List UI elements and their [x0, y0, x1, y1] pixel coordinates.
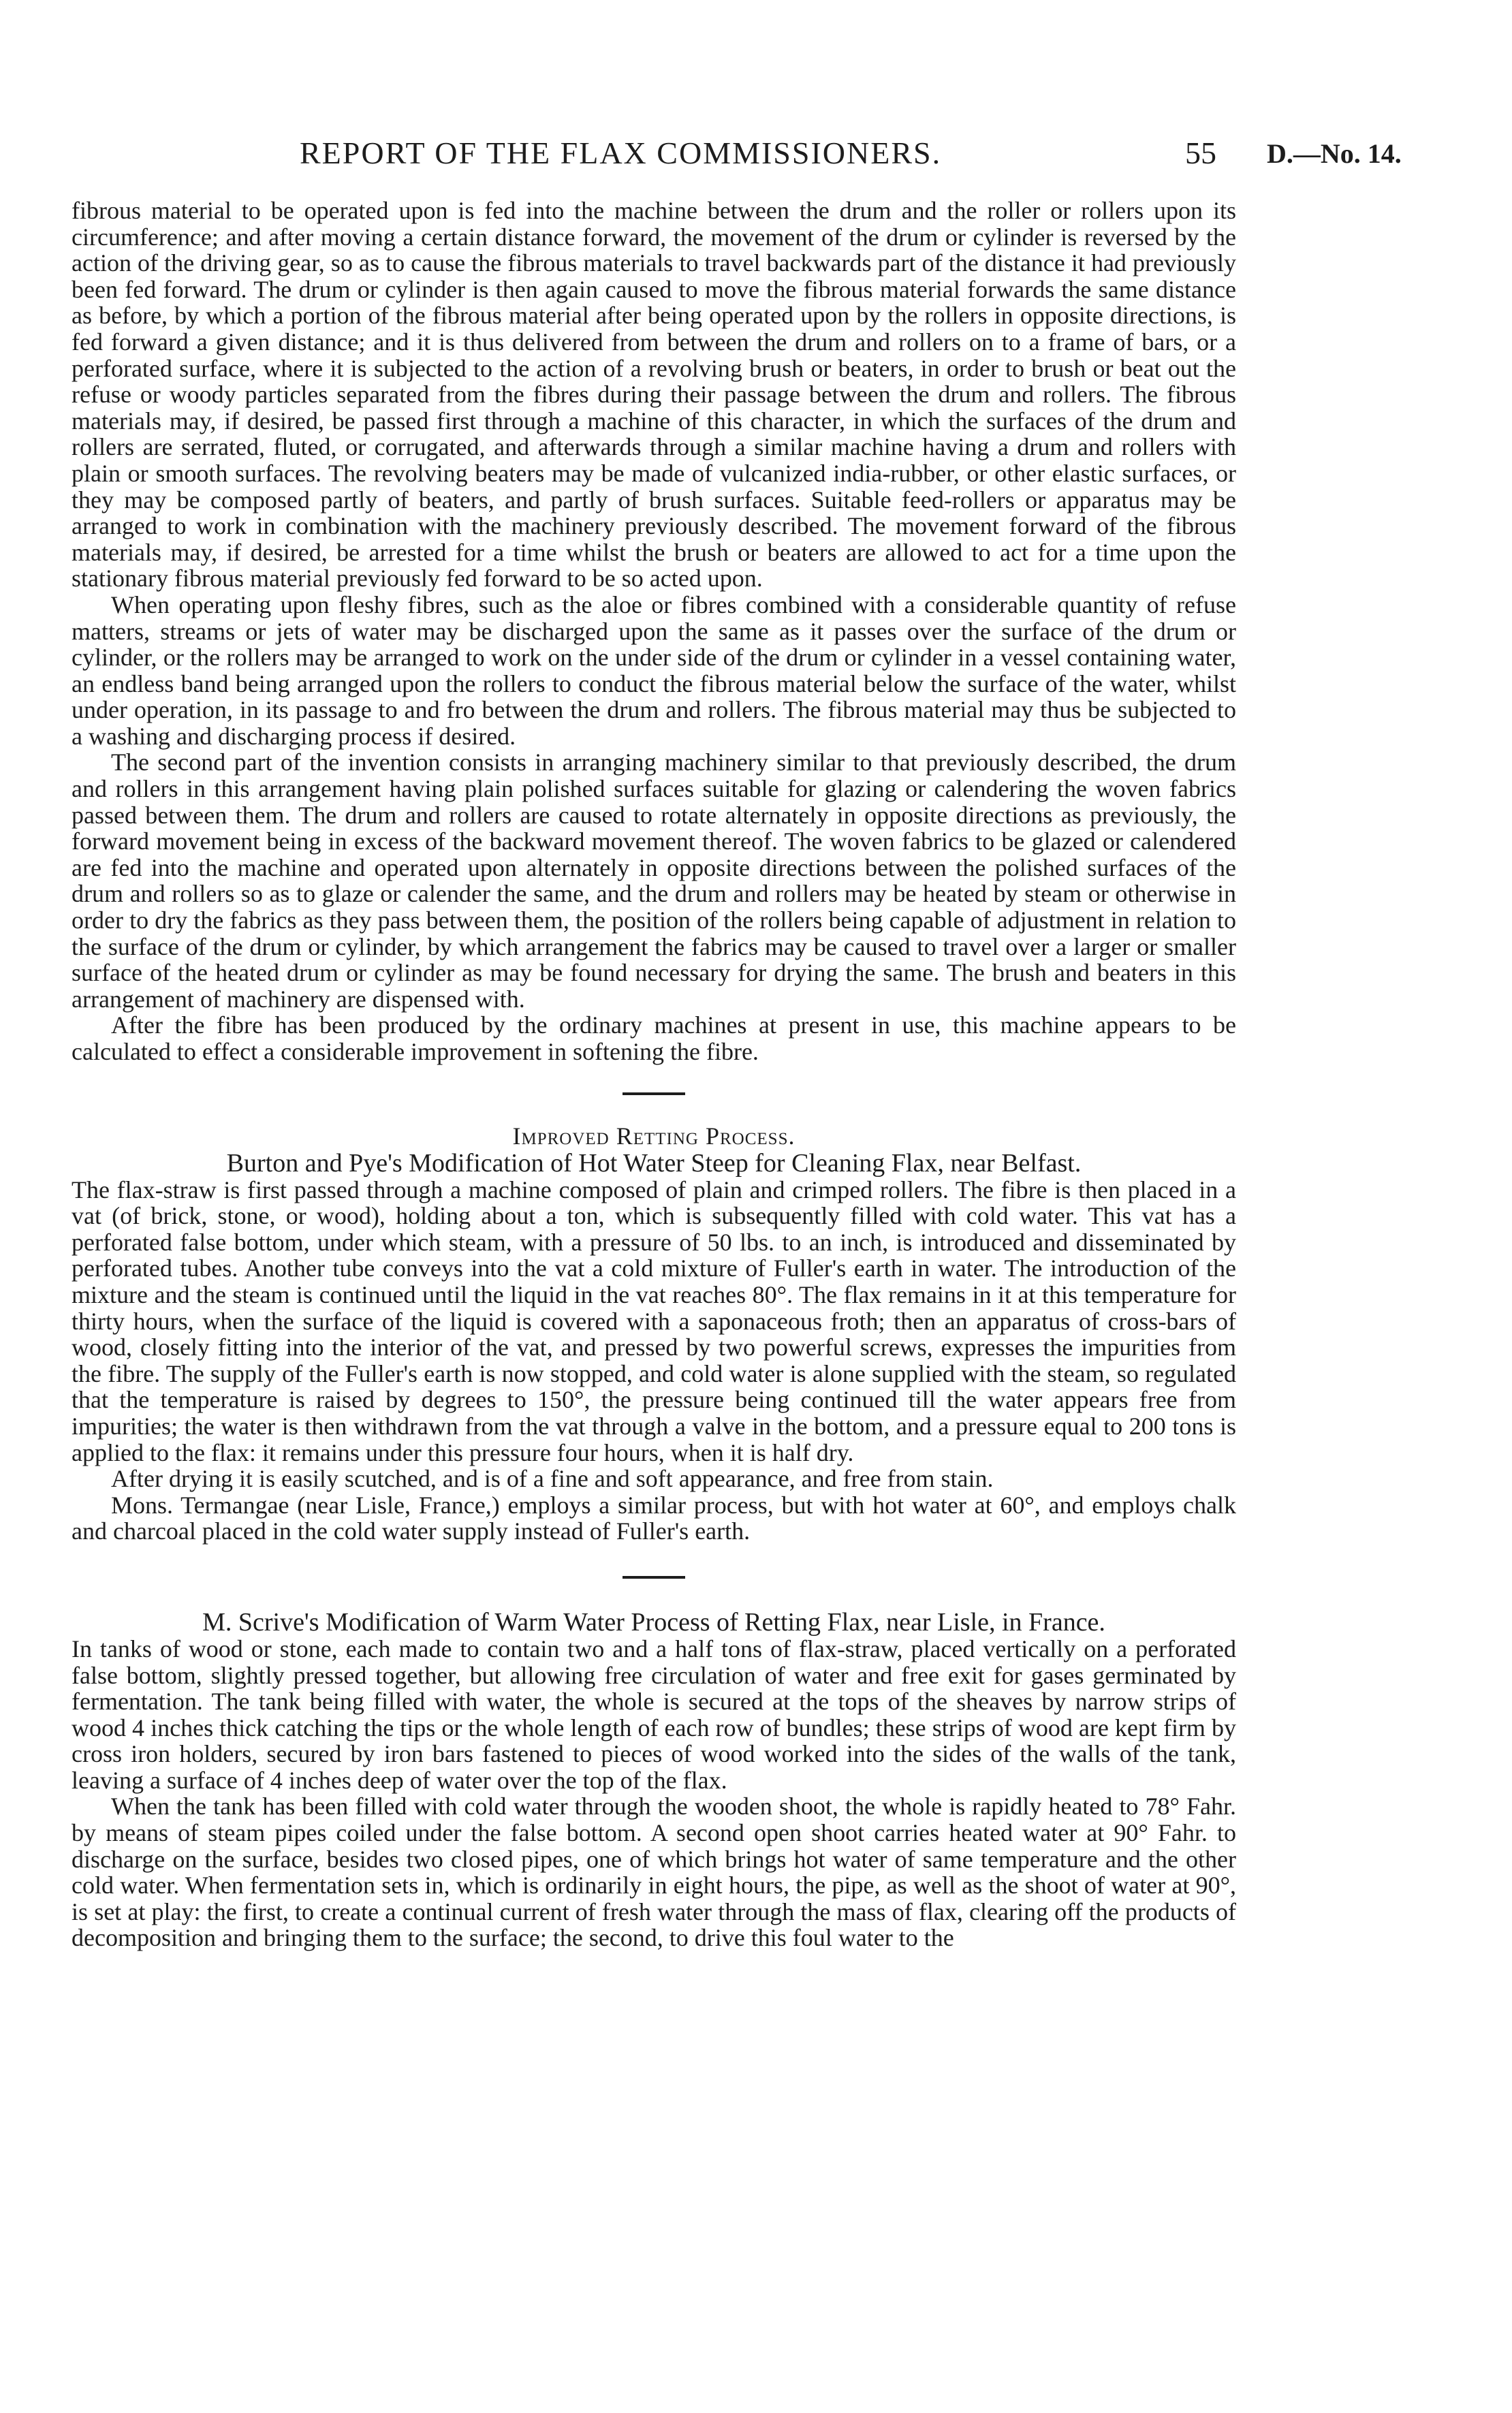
- body-paragraph: Mons. Termangae (near Lisle, France,) employs a similar process, but with hot water at 60°, and employs chalk and charcoal placed in the cold water supply instead of Fuller's earth.: [72, 1491, 1236, 1545]
- section-divider: [623, 1092, 685, 1095]
- page-body: [72, 198, 1236, 1951]
- section-divider: [623, 1576, 685, 1579]
- page-number: 55: [1185, 136, 1216, 170]
- body-paragraph: In tanks of wood or stone, each made to contain two and a half tons of flax-straw, placed vertically on a perforated false bottom, slightly pressed together, but allowing free circulation of water and free exit for gases germinated by fermentation. The tank being filled with water, the whole is secured at the tops of the sheaves by narrow strips of wood 4 inches thick catching the tips or the whole length of each row of bundles; these strips of wood are kept firm by cross iron holders, secured by iron bars fastened to pieces of wood worked into the sides of the walls of the tank, leaving a surface of 4 inches deep of water over the top of the flax.: [72, 1635, 1236, 1794]
- body-paragraph: When the tank has been filled with cold water through the wooden shoot, the whole is rapidly heated to 78° Fahr. by means of steam pipes coiled under the false bottom. A second open shoot carries heated water at 90° Fahr. to discharge on the surface, besides two closed pipes, one of which brings hot water of same temperature and the other cold water. When fermentation sets in, which is ordinarily in eight hours, the pipe, as well as the shoot of water at 90°, is set at play: the first, to create a continual current of fresh water through the mass of flax, clearing off the products of decomposition and bringing them to the surface; the second, to drive this foul water to the: [72, 1793, 1236, 1952]
- document-reference: D.—No. 14.: [1267, 138, 1402, 169]
- section-subtitle: Burton and Pye's Modification of Hot Water Steep for Cleaning Flax, near Belfast.: [226, 1148, 1082, 1178]
- section-title: Improved Retting Process.: [512, 1122, 796, 1150]
- page-header: [300, 135, 1417, 183]
- running-title: REPORT OF THE FLAX COMMISSIONERS.: [300, 136, 942, 170]
- section-title: M. Scrive's Modification of Warm Water Process of Retting Flax, near Lisle, in France.: [202, 1607, 1105, 1637]
- body-paragraph: After the fibre has been produced by the ordinary machines at present in use, this machine appears to be calculated to effect a considerable improvement in softening the fibre.: [72, 1011, 1236, 1065]
- body-paragraph: When operating upon fleshy fibres, such as the aloe or fibres combined with a considerable quantity of refuse matters, streams or jets of water may be discharged upon the same as it passes over the surface of the drum or cylinder, or the rollers may be arranged to work on the under side of the drum or cylinder in a vessel containing water, an endless band being arranged upon the rollers to conduct the fibrous material below the surface of the water, whilst under operation, in its passage to and fro between the drum and rollers. The fibrous material may thus be subjected to a washing and discharging process if desired.: [72, 590, 1236, 750]
- body-paragraph: The flax-straw is first passed through a machine composed of plain and crimped rollers. The fibre is then placed in a vat (of brick, stone, or wood), holding about a ton, which is subsequently filled with cold water. This vat has a perforated false bottom, under which steam, with a pressure of 50 lbs. to an inch, is introduced and disseminated by perforated tubes. Another tube conveys into the vat a cold mixture of Fuller's earth in water. The introduction of the mixture and the steam is continued until the liquid in the vat reaches 80°. The flax remains in it at this temperature for thirty hours, when the surface of the liquid is covered with a saponaceous froth; then an apparatus of cross-bars of wood, closely fitting into the interior of the vat, and pressed by two powerful screws, expresses the impurities from the fibre. The supply of the Fuller's earth is now stopped, and cold water is alone supplied with the steam, so regulated that the temperature is raised by degrees to 150°, the pressure being continued till the water appears free from impurities; the water is then withdrawn from the vat through a valve in the bottom, and a pressure equal to 200 tons is applied to the flax: it remains under this pressure four hours, when it is half dry.: [72, 1176, 1236, 1466]
- body-paragraph: The second part of the invention consists in arranging machinery similar to that previously described, the drum and rollers in this arrangement having plain polished surfaces suitable for glazing or calendering the woven fabrics passed between them. The drum and rollers are caused to rotate alternately in opposite directions as previously, the forward movement being in excess of the backward movement thereof. The woven fabrics to be glazed or calendered are fed into the machine and operated upon alternately in opposite directions between the polished surfaces of the drum and rollers so as to glaze or calender the same, and the drum and rollers may be heated by steam or otherwise in order to dry the fabrics as they pass between them, the position of the rollers being capable of adjustment in relation to the surface of the drum or cylinder, by which arrangement the fabrics may be caused to travel over a larger or smaller surface of the heated drum or cylinder as may be found necessary for drying the same. The brush and beaters in this arrangement of machinery are dispensed with.: [72, 748, 1236, 1013]
- body-paragraph: After drying it is easily scutched, and is of a fine and soft appearance, and free from stain.: [111, 1465, 994, 1493]
- body-paragraph: fibrous material to be operated upon is fed into the machine between the drum and the roller or rollers upon its circumference; and after moving a certain distance forward, the movement of the drum or cylinder is reversed by the action of the driving gear, so as to cause the fibrous materials to travel backwards part of the distance it had previously been fed forward. The drum or cylinder is then again caused to move the fibrous material forwards the same distance as before, by which a portion of the fibrous material after being operated upon by the rollers in opposite directions, is fed forward a given distance; and it is thus delivered from between the drum and rollers on to a frame of bars, or a perforated surface, where it is subjected to the action of a revolving brush or beaters, in order to brush or beat out the refuse or woody particles separated from the fibres during their passage between the drum and rollers. The fibrous materials may, if desired, be passed first through a machine of this character, in which the surfaces of the drum and rollers are serrated, fluted, or corrugated, and afterwards through a similar machine having a drum and rollers with plain or smooth surfaces. The revolving beaters may be made of vulcanized india-rubber, or other elastic surfaces, or they may be composed partly of beaters, and partly of brush surfaces. Suitable feed-rollers or apparatus may be arranged to work in combination with the machinery previously described. The movement forward of the fibrous materials may, if desired, be arrested for a time whilst the brush or beaters are allowed to act for a time upon the stationary fibrous material previously fed forward to be so acted upon.: [72, 197, 1236, 593]
